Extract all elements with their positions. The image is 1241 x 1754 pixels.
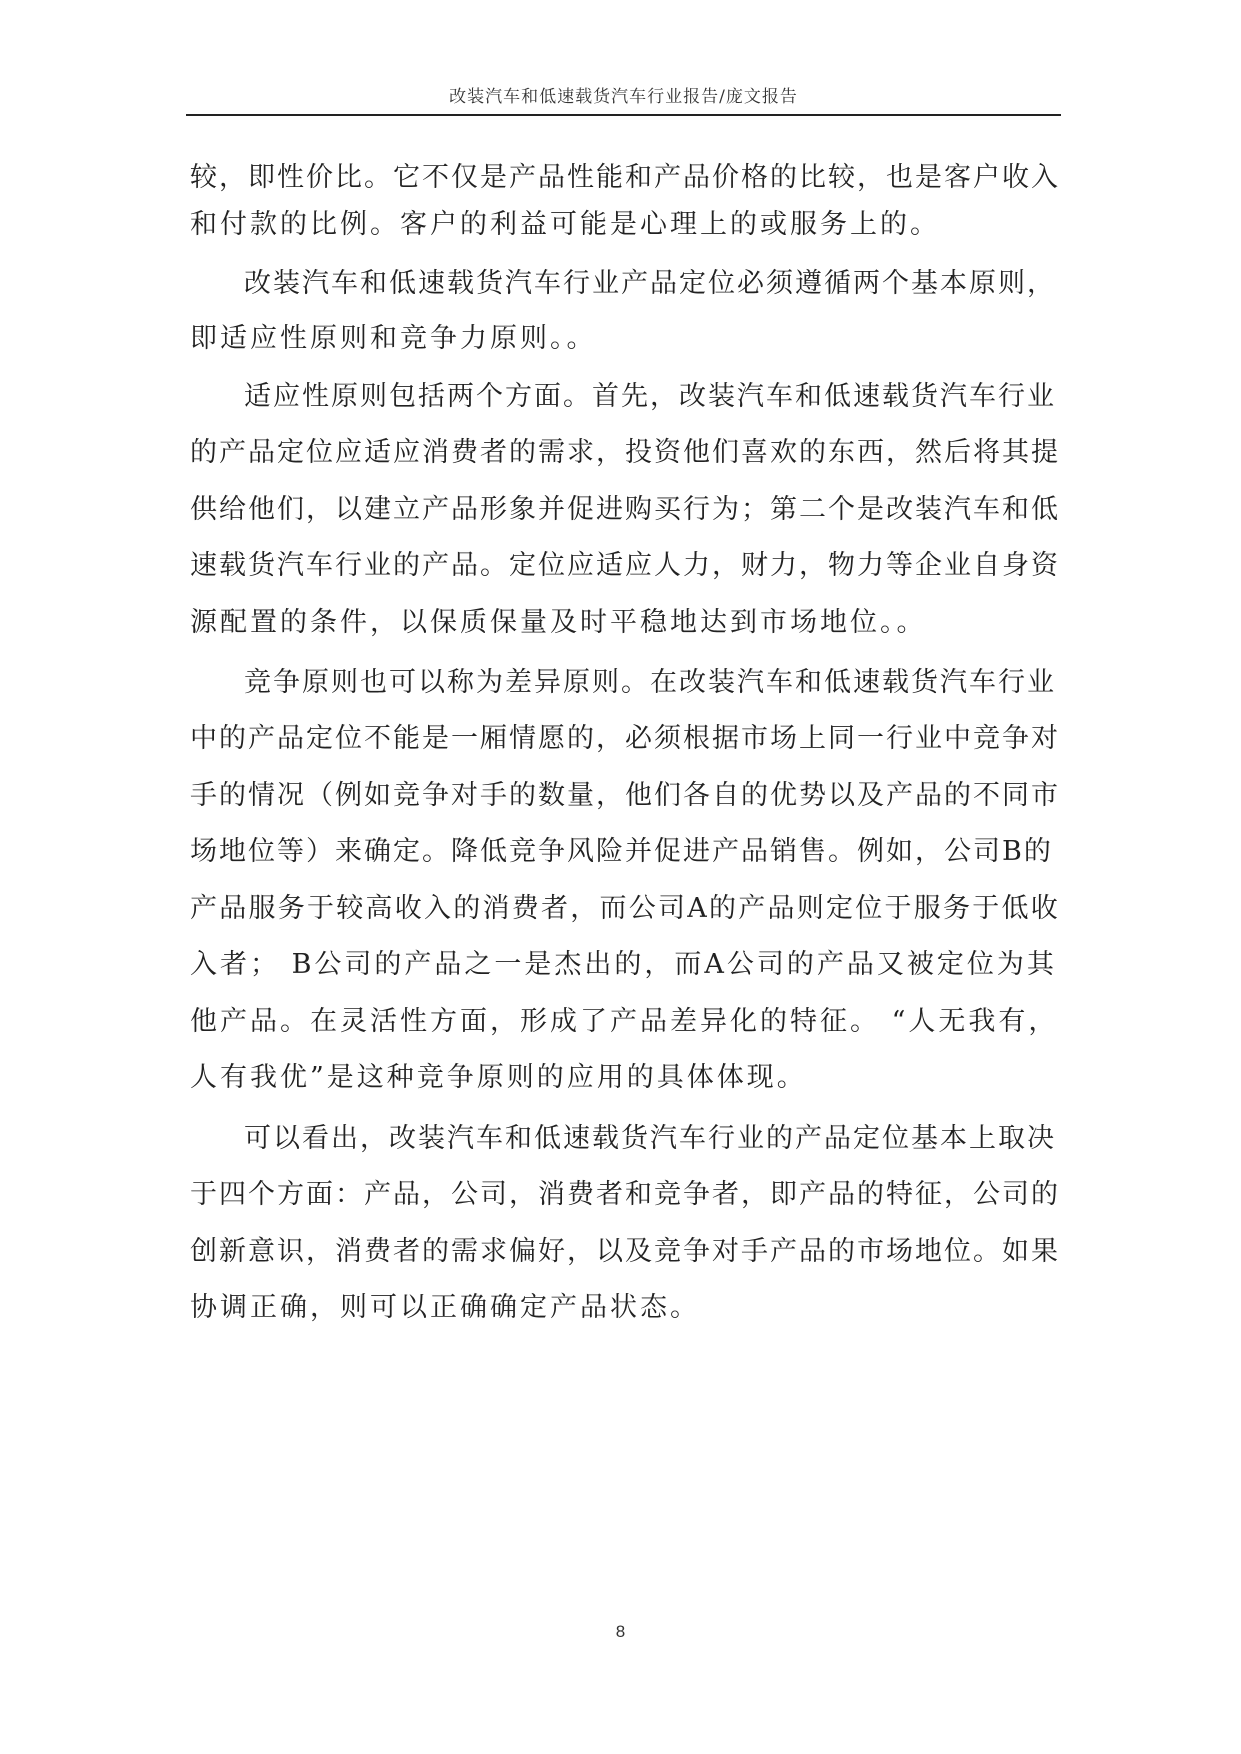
body-line: 人有我优”是这种竞争原则的应用的具体体现。 xyxy=(190,1062,807,1093)
paragraph-first-line: 可以看出，改装汽车和低速载货汽车行业的产品定位基本上取决 xyxy=(244,1123,1056,1154)
body-line: 协调正确，则可以正确确定产品状态。 xyxy=(190,1292,700,1323)
body-line: 于四个方面：产品，公司，消费者和竞争者，即产品的特征，公司的 xyxy=(190,1179,1060,1210)
page-header-title: 改装汽车和低速载货汽车行业报告/庞文报告 xyxy=(449,87,798,107)
body-line: 较，即性价比。它不仅是产品性能和产品价格的比较，也是客户收入 xyxy=(190,162,1060,193)
body-line: 场地位等）来确定。降低竞争风险并促进产品销售。例如，公司B的 xyxy=(190,836,1053,867)
body-line: 产品服务于较高收入的消费者，而公司A的产品则定位于服务于低收 xyxy=(190,893,1060,924)
paragraph-first-line: 适应性原则包括两个方面。首先，改装汽车和低速载货汽车行业 xyxy=(244,381,1056,412)
body-line: 手的情况（例如竞争对手的数量，他们各自的优势以及产品的不同市 xyxy=(190,780,1060,811)
body-line: 速载货汽车行业的产品。定位应适应人力，财力，物力等企业自身资 xyxy=(190,550,1060,581)
paragraph-first-line: 改装汽车和低速载货汽车行业产品定位必须遵循两个基本原则， xyxy=(244,268,1056,299)
page-number: 8 xyxy=(615,1622,626,1641)
body-line: 的产品定位应适应消费者的需求，投资他们喜欢的东西，然后将其提 xyxy=(190,437,1060,468)
body-line: 即适应性原则和竞争力原则。。 xyxy=(190,323,597,354)
body-line: 供给他们，以建立产品形象并促进购买行为；第二个是改装汽车和低 xyxy=(190,494,1060,525)
body-line: 入者； B公司的产品之一是杰出的，而A公司的产品又被定位为其 xyxy=(190,949,1057,980)
body-line: 中的产品定位不能是一厢情愿的，必须根据市场上同一行业中竞争对 xyxy=(190,723,1060,754)
body-line: 源配置的条件，以保质保量及时平稳地达到市场地位。。 xyxy=(190,607,927,638)
header-divider xyxy=(186,114,1061,116)
body-line: 创新意识，消费者的需求偏好，以及竞争对手产品的市场地位。如果 xyxy=(190,1236,1060,1267)
body-line: 和付款的比例。客户的利益可能是心理上的或服务上的。 xyxy=(190,209,940,240)
body-line: 他产品。在灵活性方面，形成了产品差异化的特征。 “人无我有， xyxy=(190,1006,1059,1037)
paragraph-first-line: 竞争原则也可以称为差异原则。在改装汽车和低速载货汽车行业 xyxy=(244,667,1056,698)
